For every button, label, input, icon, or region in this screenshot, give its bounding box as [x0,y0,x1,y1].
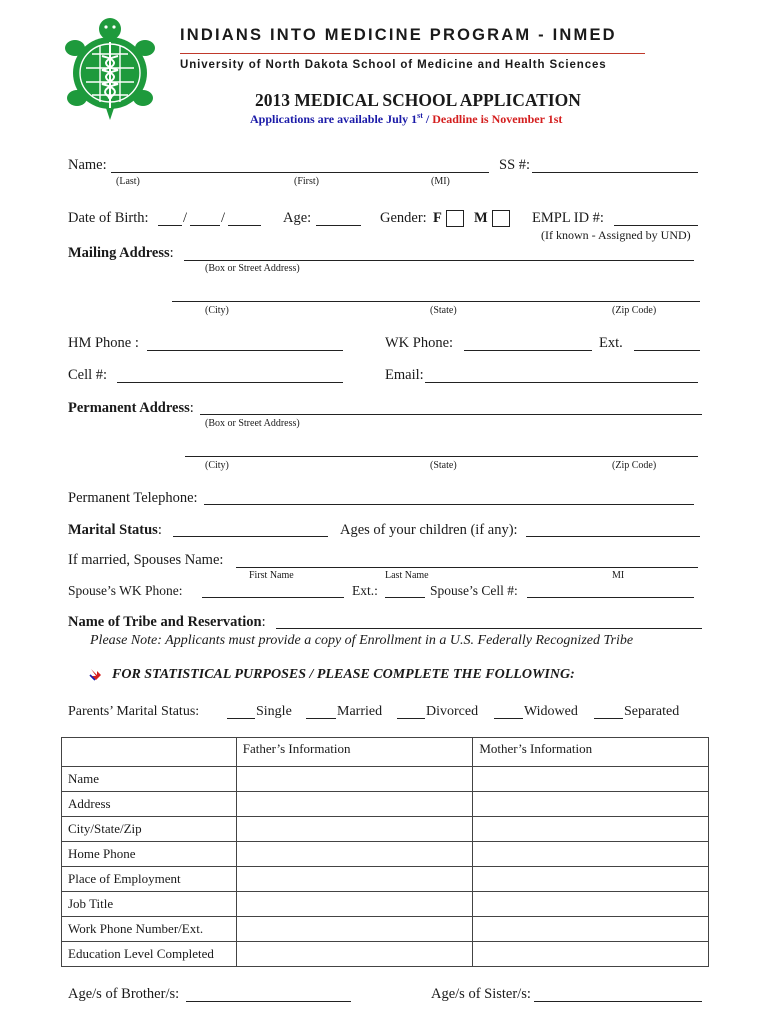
parents-marital-label: Parents’ Marital Status: [68,704,200,719]
sisters-ages-label: Age/s of Sister/s: [431,986,531,1002]
row-label: Address [62,792,237,817]
mother-cell[interactable] [473,942,709,967]
parents-separated-blank[interactable] [594,718,623,719]
gender-f-checkbox[interactable] [446,210,464,227]
row-label: City/State/Zip [62,817,237,842]
hm-phone-label: HM Phone : [68,335,139,351]
name-sub-last: (Last) [116,176,140,187]
children-ages-input[interactable] [526,536,700,537]
email-input[interactable] [425,382,698,383]
sisters-ages-input[interactable] [534,1001,702,1002]
marital-status-label [68,522,162,539]
statistical-heading: FOR STATISTICAL PURPOSES / PLEASE COMPLETE THE FOLLOWING: [112,667,575,682]
availability-line [250,111,562,127]
parents-info-table [61,737,709,967]
parents-option-married: Married [337,704,383,719]
empl-id-note: (If known - Assigned by UND) [541,228,691,242]
dob-sep-1: / [183,210,188,226]
name-label: Name: [68,157,107,173]
mother-cell[interactable] [473,892,709,917]
dob-day-input[interactable] [190,225,220,226]
cell-label: Cell #: [68,367,108,383]
table-header-blank [62,738,237,767]
row-label: Work Phone Number/Ext. [62,917,237,942]
email-label: Email: [385,367,424,383]
dob-sep-2: / [221,210,226,226]
brothers-ages-label: Age/s of Brother/s: [68,986,180,1002]
father-cell[interactable] [236,767,473,792]
table-header-father: Father’s Information [236,738,473,767]
row-label: Home Phone [62,842,237,867]
dob-label: Date of Birth: [68,210,149,226]
cell-input[interactable] [117,382,343,383]
spouse-name-input[interactable] [236,567,698,568]
tribe-label [68,614,266,631]
table-row [62,792,709,817]
tribe-enrollment-note: Please Note: Applicants must provide a copy of Enrollment in a U.S. Federally Recognized Tribe [90,633,634,648]
table-row [62,767,709,792]
turtle-icon [62,16,158,120]
name-input[interactable] [111,172,489,173]
availability-separator: / [422,112,433,126]
permanent-street-input[interactable] [200,414,702,415]
wk-phone-input[interactable] [464,350,592,351]
mailing-address-colon: : [169,245,174,261]
spouse-sub-first: First Name [249,570,294,581]
permanent-sub-zip: (Zip Code) [612,460,657,471]
org-title: INDIANS INTO MEDICINE PROGRAM - INMED [180,26,617,44]
spouse-sub-mi: MI [612,570,625,581]
parents-option-widowed: Widowed [524,704,578,719]
spouse-ext-label: Ext.: [352,583,378,598]
wk-phone-label: WK Phone: [385,335,454,351]
spouse-cell-label: Spouse’s Cell #: [430,583,518,598]
table-row [62,817,709,842]
table-header-row [62,738,709,767]
form-title: 2013 MEDICAL SCHOOL APPLICATION [255,90,581,110]
name-sub-first: (First) [294,176,319,187]
tribe-label-colon: : [261,614,266,630]
dob-year-input[interactable] [228,225,261,226]
marital-status-colon: : [157,522,162,538]
mailing-sub-street: (Box or Street Address) [205,263,300,274]
spouse-ext-input[interactable] [385,597,425,598]
row-label: Place of Employment [62,867,237,892]
mailing-sub-zip: (Zip Code) [612,305,657,316]
gender-m-label: M [474,210,488,226]
row-label: Job Title [62,892,237,917]
parents-divorced-blank[interactable] [397,718,425,719]
empl-id-input[interactable] [614,225,698,226]
permanent-telephone-input[interactable] [204,504,694,505]
mailing-address-label [68,245,174,262]
empl-id-label: EMPL ID #: [532,210,604,226]
table-row [62,892,709,917]
father-cell[interactable] [236,942,473,967]
mailing-sub-state: (State) [430,305,457,316]
table-row [62,842,709,867]
mailing-city-state-zip-input[interactable] [172,301,700,302]
gender-f-label: F [433,210,442,226]
dob-month-input[interactable] [158,225,182,226]
gender-label: Gender: [380,210,427,226]
table-row [62,867,709,892]
spouse-sub-last: Last Name [385,570,429,581]
mother-cell[interactable] [473,817,709,842]
mother-cell[interactable] [473,867,709,892]
parents-option-single: Single [256,704,292,719]
spouse-cell-input[interactable] [527,597,694,598]
permanent-sub-state: (State) [430,460,457,471]
permanent-address-label [68,400,194,417]
parents-option-divorced: Divorced [426,704,479,719]
brothers-ages-input[interactable] [186,1001,351,1002]
father-cell[interactable] [236,792,473,817]
father-cell[interactable] [236,892,473,917]
spouse-wk-phone-label: Spouse’s WK Phone: [68,583,183,598]
table-header-mother: Mother’s Information [473,738,709,767]
parents-option-separated: Separated [624,704,680,719]
inmed-turtle-logo [62,16,158,120]
spouse-wk-phone-input[interactable] [202,597,344,598]
header-rule [180,53,645,54]
permanent-address-text: Permanent Address [68,400,190,416]
org-subtitle: University of North Dakota School of Medicine and Health Sciences [180,59,607,71]
name-sub-mi: (MI) [431,176,450,187]
tribe-label-text: Name of Tribe and Reservation [68,614,262,630]
children-ages-label: Ages of your children (if any): [340,522,518,538]
permanent-sub-city: (City) [205,460,229,471]
permanent-sub-street: (Box or Street Address) [205,418,300,429]
permanent-address-colon: : [189,400,194,416]
hm-phone-input[interactable] [147,350,343,351]
age-label: Age: [283,210,312,226]
parents-widowed-blank[interactable] [494,718,523,719]
father-cell[interactable] [236,917,473,942]
mother-cell[interactable] [473,917,709,942]
parents-married-blank[interactable] [306,718,336,719]
availability-sup: st [417,111,423,120]
mother-cell[interactable] [473,767,709,792]
pointer-arrow-icon [89,667,103,681]
marital-status-input[interactable] [173,536,328,537]
permanent-city-state-zip-input[interactable] [185,456,698,457]
row-label: Name [62,767,237,792]
mailing-sub-city: (City) [205,305,229,316]
table-row [62,917,709,942]
mother-cell[interactable] [473,842,709,867]
wk-ext-label: Ext. [599,335,623,351]
age-input[interactable] [316,225,361,226]
table-row [62,942,709,967]
availability-text: Applications are available July 1 [250,112,418,126]
ss-label: SS #: [499,157,531,173]
mailing-street-input[interactable] [184,260,694,261]
marital-status-text: Marital Status [68,522,158,538]
row-label: Education Level Completed [62,942,237,967]
spouse-name-label: If married, Spouses Name: [68,552,224,568]
parents-single-blank[interactable] [227,718,255,719]
father-cell[interactable] [236,842,473,867]
father-cell[interactable] [236,817,473,842]
gender-m-checkbox[interactable] [492,210,510,227]
deadline-text: Deadline is November 1st [432,112,563,126]
permanent-telephone-label: Permanent Telephone: [68,490,198,506]
wk-ext-input[interactable] [634,350,700,351]
ss-input[interactable] [532,172,698,173]
tribe-input[interactable] [276,628,702,629]
mother-cell[interactable] [473,792,709,817]
father-cell[interactable] [236,867,473,892]
mailing-address-text: Mailing Address [68,245,170,261]
